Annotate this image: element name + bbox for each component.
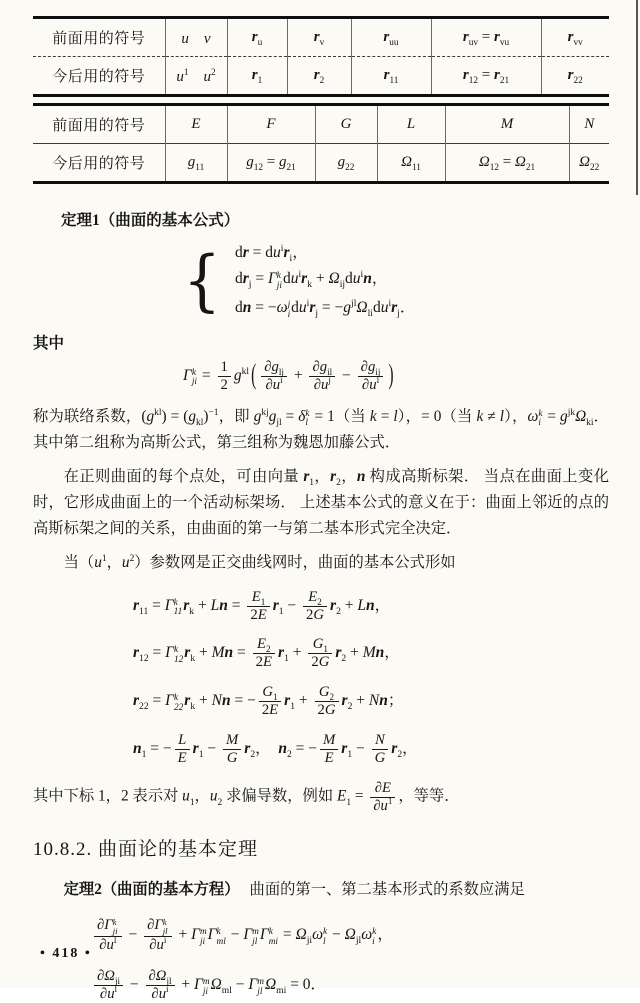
theorem2-intro-text: 曲面的第一、第二基本形式的系数应满足	[249, 881, 525, 899]
table-cell: $\Omega_{11}$	[377, 144, 445, 183]
table-cell: $g_{11}$	[165, 144, 227, 183]
symbol-table-parameters	[33, 16, 609, 97]
table-row	[33, 57, 609, 96]
system-equations	[235, 236, 415, 325]
table-cell: $r_2$	[287, 57, 351, 96]
table-cell: $r_1$	[227, 57, 287, 96]
theorem2-line	[33, 877, 609, 903]
equation-dn-weingarten: dn = −ω j i $du^ir_j = -g^{jl}\Omega_{li}du^ir_j$．	[235, 298, 416, 321]
equation-dr: dr = $du^ir_i$，	[235, 242, 308, 265]
table-cell: F	[227, 105, 315, 144]
codazzi-equation: $\partial\Omega_{ji}$ $\partial u^l$ − $\partial\Omega_{jl}$ $\partial u^i$ + Γ m ji $\Omega_{ml} - \Gamma$ m jl $\Omega_{mi} = 0$．	[91, 968, 609, 1003]
page-number: • 418 •	[40, 946, 92, 961]
table-cell: $g_{22}$	[315, 144, 377, 183]
table-cell: $r_{11}$	[351, 57, 431, 96]
table-cell: L	[377, 105, 445, 144]
where-label: 其中	[33, 334, 65, 352]
equation-dri-gauss: $dr_j = \Gamma$ k ji $du^ir_k + \Omega_{ij}du^in$，	[235, 268, 388, 291]
theorem1-title-text: 定理1（曲面的基本公式）	[61, 212, 240, 229]
table-cell: $r_v$	[287, 18, 351, 57]
table-row	[33, 18, 609, 57]
theorem2-title-text: 定理2（曲面的基本方程）	[63, 881, 240, 899]
symbol-table-fundamental-forms	[33, 103, 609, 184]
theorem1-title	[61, 208, 609, 230]
table-cell: $r_{22}$	[541, 57, 609, 96]
table-cell: $g_{12} = g_{21}$	[227, 144, 315, 183]
gauss-equation: ∂Γ k ji $\partial u^l$ − ∂Γ k jl $\partial u^i$ + Γ m ji Γ k ml − Γ m jl Γ k mi = $\Omega_{ji}\omega$ k l − $\Omega_{jl}\omega$ k i ，	[91, 917, 609, 954]
left-brace: {	[183, 241, 221, 319]
section-heading: 10.8.2. 曲面论的基本定理	[33, 839, 259, 861]
christoffel-symbol-formula: Γ k ji = $\frac{1}{2}$ $g^{kl}$ ( $\partial g_{lj}$ $\partial u^i$ + $\partial g_{il}$ $\partial u^j$ − $\partial g_{ij}$ $\partial u^l$ )	[183, 358, 394, 393]
equation-n1-n2: $n_1$ = − $\frac{L}{E}$ $r_1$ − $\frac{M}{G}$ $r_2$， $n_2$ = − $\frac{M}{E}$ $r_1$ − $\frac{N}{G}$ $r_2$，	[133, 732, 418, 767]
table-cell: E	[165, 105, 227, 144]
table-cell: $r_{uv} = r_{vu}$	[431, 18, 541, 57]
table-cell: $\Omega_{12} = \Omega_{21}$	[445, 144, 569, 183]
paragraph-orthogonal-net-intro: 当（$u^1$，$u^2$）参数网是正交曲线网时，曲面的基本公式形如	[63, 553, 456, 571]
paragraph-gauss-frame: 在正则曲面的每个点处，可由向量 $r_1$，$r_2$，n 构成高斯标架． 当点在曲面上变化时，它形成曲面上的一个活动标架场． 上述基本公式的意义在于：曲面上邻近的点的高斯标架之间的关系，由曲面的第一与第二基本形式完全决定．	[33, 467, 609, 537]
row-label: 前面用的符号	[52, 118, 146, 134]
table-cell: u v	[165, 18, 227, 57]
table-row	[33, 105, 609, 144]
table-cell: N	[569, 105, 609, 144]
table-cell: $r_u$	[227, 18, 287, 57]
equation-r22: $r_{22} = \Gamma$ k 22 $r_k + Nn$ = − $\frac{G_1}{2E}$ $r_1$ + $\frac{G_2}{2G}$ $r_2 + Nn$；	[133, 684, 404, 719]
table-cell: G	[315, 105, 377, 144]
equation-r11: $r_{11} = \Gamma$ k 11 $r_k + Ln$ = $\frac{E_1}{2E}$ $r_1$ − $\frac{E_2}{2G}$ $r_2 + Ln$，	[133, 588, 391, 623]
table-cell: $u^1$ $u^2$	[165, 57, 227, 96]
table-cell: $r_{uu}$	[351, 18, 431, 57]
row-label: 今后用的符号	[33, 57, 165, 96]
table-cell: $r_{12} = r_{21}$	[431, 57, 541, 96]
paragraph-connection-coefficients: 称为联络系数，$(g^{kl}) = (g_{kl})^{-1}$，即 $g^{kj}g_{jl} = \delta$ k l = 1（当 k = l），= 0（当 k ≠ l），ω k i = $g^{jk}\Omega_{ki}$．其中第二组称为高斯公式，第三组称为魏恩加藤公式．	[33, 407, 609, 451]
table-cell: M	[445, 105, 569, 144]
row-label: 今后用的符号	[33, 144, 165, 183]
table-row	[33, 144, 609, 183]
equation-r12: $r_{12} = \Gamma$ k 12 $r_k + Mn$ = $\frac{E_2}{2E}$ $r_1$ + $\frac{G_1}{2G}$ $r_2 + Mn$，	[133, 636, 400, 671]
note-partial-derivative-subscripts: 其中下标 1，2 表示对 $u_1$，$u_2$ 求偏导数，例如 $E_1$ = $\frac{\partial E}{\partial u^1}$ ，等等．	[33, 780, 460, 814]
table-cell: $\Omega_{22}$	[569, 144, 609, 183]
row-label: 前面用的符号	[52, 31, 146, 47]
table-cell: $r_{vv}$	[541, 18, 609, 57]
fundamental-formula-system	[181, 236, 609, 325]
orthogonal-net-equations	[33, 589, 609, 767]
scan-edge-artifact	[636, 0, 638, 195]
